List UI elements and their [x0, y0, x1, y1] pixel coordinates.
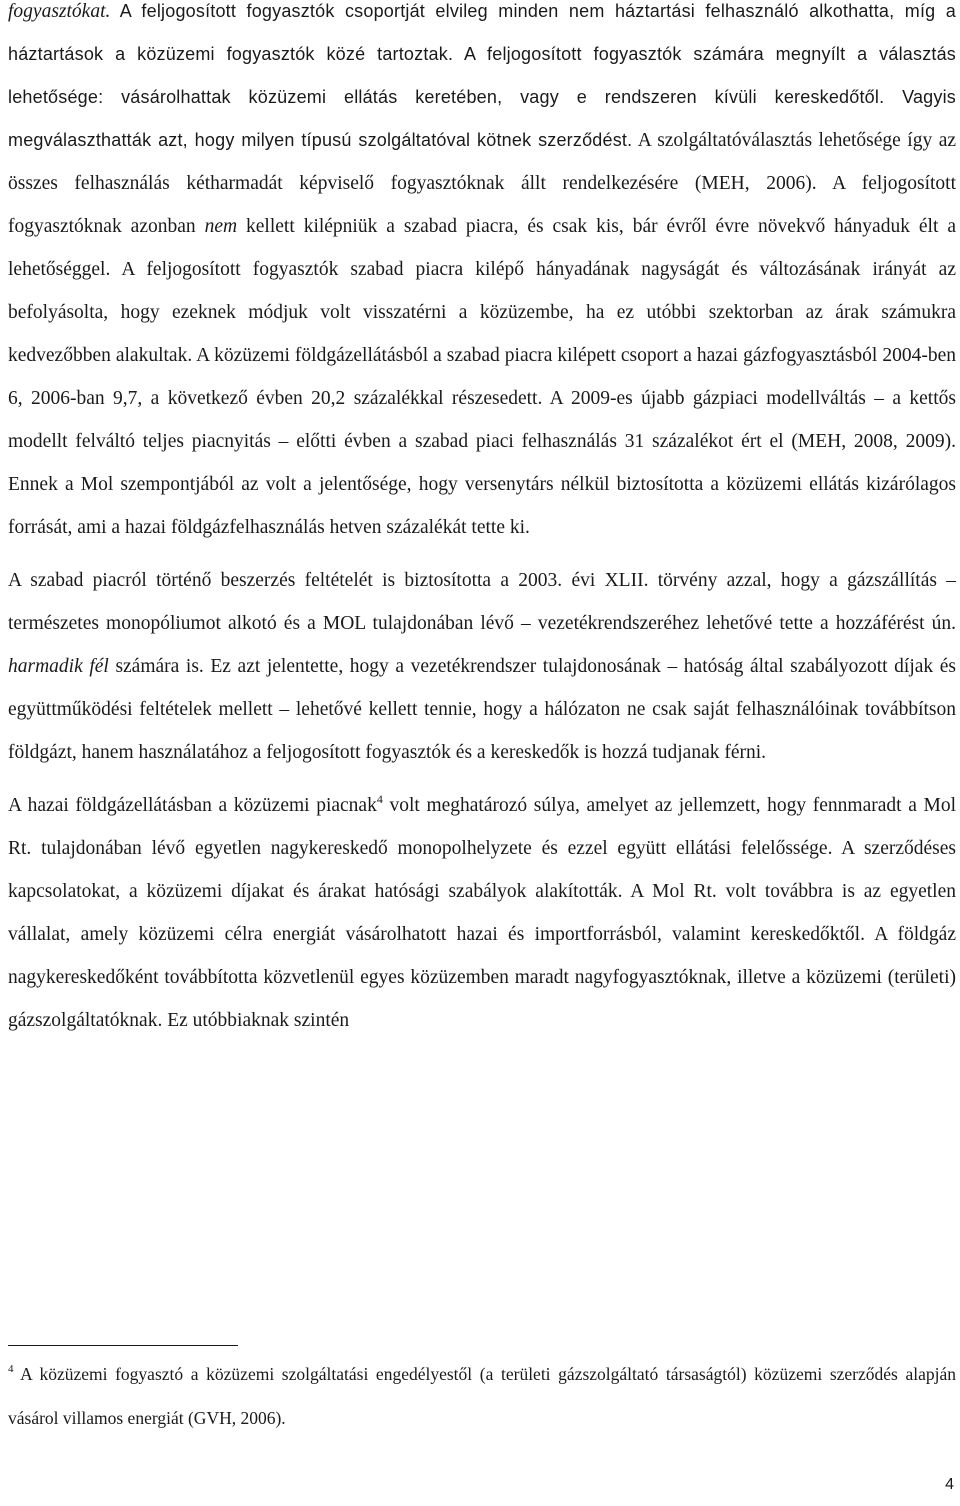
para1-seg2: A szolgáltatóválasztás lehetősége így az összes felhasználás kétharmadát képviselő fogyasztóknak állt rendelkezésére (MEH, 2006). A feljogosított fogyasztóknak azonban — [8, 130, 956, 237]
para2-seg1: harmadik fél — [8, 656, 109, 677]
para1-seg1: A feljogosított fogyasztók csoportját elvileg minden nem háztartási felhasználó alkothatta, míg a háztartások a közüzemi fogyasztók közé tartoztak. A feljogosított fogyasztók számára megnyílt a választás lehetősége: vásárolhattak közüzemi ellátás keretében, vagy e rendszeren kívüli kereskedőtől. Vagyis megválaszthatták azt, hogy milyen típusú szolgáltatóval kötnek szerződést. — [8, 1, 956, 150]
para3-seg2: volt meghatározó súlya, amelyet az jellemzett, hogy fennmaradt a Mol Rt. tulajdonában lévő egyetlen nagykereskedő monopolhelyzete és ezzel együtt ellátási felelőssége. A szerződéses kapcsolatokat, a közüzemi díjakat és árakat hatósági szabályok alakították. A Mol Rt. volt továbbra is az egyetlen vállalat, amely közüzemi célra energiát vásárolhatott hazai és importforrásból, valamint kereskedőktől. A földgáz nagykereskedőként továbbította közvetlenül egyes közüzemben maradt nagyfogyasztóknak, illetve a közüzemi (területi) gázszolgáltatóknak. Ez utóbbiaknak szintén — [8, 795, 956, 1031]
paragraph-1 — [8, 0, 956, 549]
paragraph-3 — [8, 784, 956, 1042]
para1-seg3: nem — [204, 216, 238, 237]
para1-seg4: kellett kilépniük a szabad piacra, és csak kis, bár évről évre növekvő hányaduk élt a lehetőséggel. A feljogosított fogyasztók szabad piacra kilépő hányadának nagyságát és változásának irányát az befolyásolta, hogy ezeknek módjuk volt visszatérni a közüzembe, ha ez utóbbi szektorban az árak számukra kedvezőbben alakultak. A közüzemi földgázellátásból a szabad piacra kilépett csoport a hazai gázfogyasztásból 2004-ben 6, 2006-ban 9,7, a következő évben 20,2 százalékkal részesedett. A 2009-es újabb gázpiaci modellváltás – a kettős modellt felváltó teljes piacnyitás – előtti évben a szabad piaci felhasználás 31 százalékot ért el (MEH, 2008, 2009). Ennek a Mol szempontjából az volt a jelentősége, hogy versenytárs nélkül biztosította a közüzemi ellátás kizárólagos forrását, ami a hazai földgázfelhasználás hetven százalékát tette ki. — [8, 216, 956, 538]
footnote-number: 4 — [8, 1363, 14, 1375]
page-number: 4 — [945, 1476, 954, 1493]
footnote-reference[interactable]: 4 — [376, 792, 383, 806]
footnote-text: A közüzemi fogyasztó a közüzemi szolgáltatási engedélyestől (a területi gázszolgáltató társaságtól) közüzemi szerződés alapján vásárol villamos energiát (GVH, 2006). — [8, 1364, 956, 1428]
para3-seg0: A hazai földgázellátásban a közüzemi piacnak — [8, 795, 377, 816]
footnote-separator — [8, 1345, 238, 1346]
para2-seg2: számára is. Ez azt jelentette, hogy a vezetékrendszer tulajdonosának – hatóság által szabályozott díjak és együttműködési feltételek mellett – lehetővé kellett tennie, hogy a hálózaton ne csak saját felhasználóinak továbbítson földgázt, hanem használatához a feljogosított fogyasztók és a kereskedők is hozzá tudjanak férni. — [8, 656, 957, 763]
para1-seg0: fogyasztókat. — [8, 1, 111, 22]
footnote — [8, 1352, 956, 1440]
paragraph-2 — [8, 559, 956, 774]
document-page — [8, 0, 956, 1042]
para2-seg0: A szabad piacról történő beszerzés feltételét is biztosította a 2003. évi XLII. törvény azzal, hogy a gázszállítás – természetes monopóliumot alkotó és a MOL tulajdonában lévő – vezetékrendszeréhez lehetővé tette a hozzáférést ún. — [8, 570, 956, 634]
